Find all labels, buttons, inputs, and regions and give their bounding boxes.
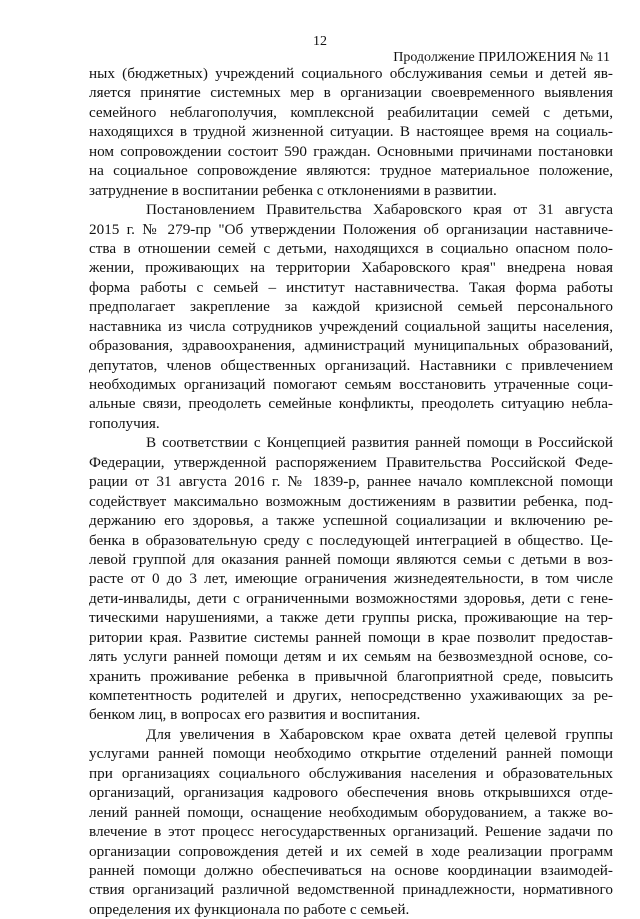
text-line: Федерации, утвержденной распоряжением Правительства Российской Феде- [89, 453, 613, 471]
text-line: наставника из числа сотрудников учреждений социальной защиты населения, [89, 317, 613, 335]
page-number: 12 [313, 34, 327, 49]
text-line: расте от 0 до 3 лет, имеющие ограничения жизнедеятельности, в том числе [89, 570, 613, 588]
paragraph [89, 725, 613, 919]
text-line: на социальное сопровождение являются: трудное материальное положение, [89, 162, 613, 180]
text-line: услугами ранней помощи необходимо открытие отделений ранней помощи [89, 745, 613, 763]
text-line: дети-инвалиды, дети с ограниченными возможностями здоровья, дети с гене- [89, 589, 613, 607]
text-line: содействует максимально возможным достижениям в развитии ребенка, под- [89, 492, 613, 510]
text-line: необходимых организаций помогают семьям восстановить утраченные соци- [89, 376, 613, 393]
text-line: затруднение в воспитании ребенка с отклонениями в развитии. [89, 181, 497, 199]
text-line: лять услуги ранней помощи детям и их семьям на безвозмездной основе, со- [89, 648, 613, 666]
text-line: левой группой для оказания ранней помощи являются семьи с детьми в воз- [89, 550, 613, 568]
text-line: находящихся в трудной жизненной ситуации. В настоящее время на социаль- [89, 123, 613, 141]
text-line: ном сопровождении состоит 590 граждан. Основными причинами постановки [89, 142, 613, 160]
text-line: тическими нарушениями, а также дети группы риска, проживающие на тер- [89, 609, 613, 627]
text-line: предполагает закрепление за каждой кризисной семьей персонального [89, 298, 613, 316]
text-line: Постановлением Правительства Хабаровского края от 31 августа [146, 201, 613, 219]
text-line: ных (бюджетных) учреждений социального обслуживания семьи и детей яв- [89, 65, 613, 82]
text-line: ляется принятие системных мер в организации своевременного выявления [89, 84, 613, 102]
text-line: форма работы с семьей – институт наставничества. Такая форма работы [89, 278, 613, 296]
text-line: гополучия. [89, 414, 160, 432]
text-line: бенка в образовательную среду с последующей интеграцией в общество. Це- [89, 531, 613, 549]
text-line: альные связи, преодолеть семейные конфликты, преодолеть ситуацию небла- [89, 395, 613, 413]
text-line: организаций, организация кадрового обеспечения вновь открывшихся отде- [89, 784, 613, 802]
paragraph [89, 200, 613, 433]
text-line: при организациях социального обслуживания населения и образовательных [89, 764, 613, 782]
text-line: ства в отношении семей с детьми, находящихся в социально опасном поло- [89, 239, 613, 257]
text-line: депутатов, членов общественных организаций. Наставники с привлечением [89, 356, 613, 374]
text-line: компетентность родителей и других, непосредственно ухаживающих за ре- [89, 687, 613, 704]
text-line: ствия организаций различной ведомственной принадлежности, нормативного [89, 881, 613, 899]
text-line: лений ранней помощи, оснащение необходимым оборудованием, а также во- [89, 803, 613, 821]
text-line: В соответствии с Концепцией развития ранней помощи в Российской [146, 434, 613, 452]
text-line: 2015 г. № 279-пр "Об утверждении Положения об организации наставниче- [89, 220, 613, 238]
text-line: организации сопровождения детей и их семей в ходе реализации программ [89, 842, 613, 860]
text-line: семейного неблагополучия, комплексной реабилитации семей с детьми, [89, 103, 613, 121]
text-line: хранить проживание ребенка в привычной благоприятной среде, повысить [89, 667, 613, 685]
text-line: ритории края. Развитие системы ранней помощи в крае позволит предостав- [89, 628, 613, 646]
text-line: рации от 31 августа 2016 г. № 1839-р, раннее начало комплексной помощи [89, 473, 613, 491]
text-line: Для увеличения в Хабаровском крае охвата детей целевой группы [146, 725, 613, 743]
document-body [89, 64, 613, 919]
text-line: держанию его здоровья, а также успешной социализации и включению ре- [89, 512, 613, 530]
text-line: определения их функционала по работе с семьей. [89, 900, 410, 918]
text-line: ранней помощи должно обеспечиваться на основе координации взаимодей- [89, 861, 613, 879]
paragraph [89, 64, 613, 200]
text-line: образования, здравоохранения, администраций муниципальных образований, [89, 337, 613, 355]
paragraph [89, 433, 613, 725]
text-line: бенком лиц, в вопросах его развития и воспитания. [89, 706, 421, 724]
continuation-header: Продолжение ПРИЛОЖЕНИЯ № 11 [393, 50, 610, 65]
text-line: жении, проживающих на территории Хабаровского края" внедрена новая [89, 259, 613, 277]
text-line: влечение в этот процесс негосударственных организаций. Решение задачи по [89, 823, 613, 841]
